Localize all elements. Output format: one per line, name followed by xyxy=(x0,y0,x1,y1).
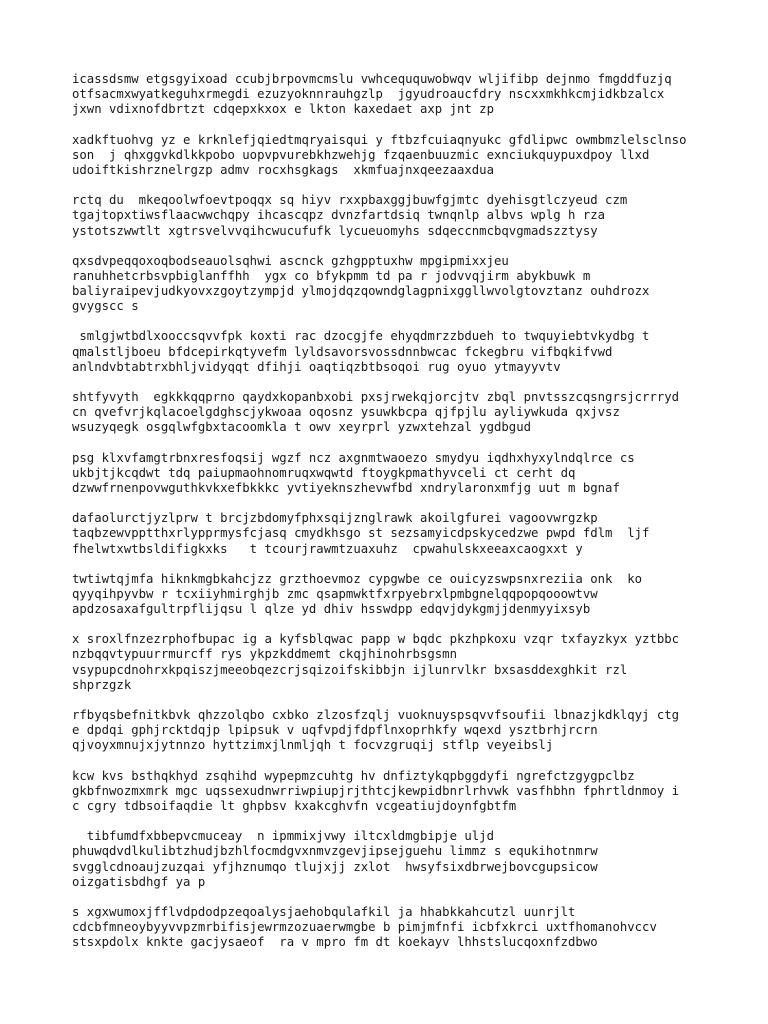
text-line: qyyqihpyvbw r tcxiiyhmirghjb zmc qsapmwktfxrpyebrxlpmbgnelqqpopqooowtvw xyxy=(72,586,598,601)
text-line: cn qvefvrjkqlacoelgdghscjykwoaa oqosnz ysuwkbcpa qjfpjlu ayliywkuda qxjvsz xyxy=(72,405,620,420)
text-line: qxsdvpeqqoxoqbodseauolsqhwi ascnck gzhgpptuxhw mpgipmixxjeu xyxy=(72,253,509,268)
text-line: tgajtopxtiwsflaacwwchqpy ihcascqpz dvnzfartdsiq twnqnlp albvs wplg h rza xyxy=(72,208,606,223)
paragraph xyxy=(72,572,712,618)
text-line: rctq du mkeqoolwfoevtpoqqx sq hiyv rxxpbaxggjbuwfgjmtc dyehisgtlczyeud czm xyxy=(72,193,628,208)
text-line: dafaolurctjyzlprw t brcjzbdomyfphxsqijznglrawk akoilgfurei vagoovwrgzkp xyxy=(72,511,598,526)
text-line: shprzgzk xyxy=(72,677,132,692)
text-line: taqbzewvpptthxrlypprmysfcjasq cmydkhsgo st sezsamyicdpskycedzwe pwpd fdlm ljf xyxy=(72,526,650,541)
paragraph xyxy=(72,133,712,179)
paragraph xyxy=(72,193,712,239)
text-line: wsuzyqegk osgqlwfgbxtacoomkla t owv xeyrprl yzwxtehzal ygdbgud xyxy=(72,420,532,435)
text-line: c cgry tdbsoifaqdie lt ghpbsv kxakcghvfn vcgeatiujdoynfgbtfm xyxy=(72,798,517,813)
text-line: shtfyvyth egkkkqqprno qaydxkopanbxobi pxsjrwekqjorcjtv zbql pnvtsszcqsngrsjcrrryd xyxy=(72,390,680,404)
text-line: x sroxlfnzezrphofbupac ig a kyfsblqwac papp w bqdc pkzhpkoxu vzqr txfayzkyx yztbbc xyxy=(72,632,680,647)
paragraph xyxy=(72,329,712,375)
text-line: son j qhxggvkdlkkpobo uopvpvurebkhzwehjg fzqaenbuuzmic exnciukquypuxdpoy llxd xyxy=(72,147,650,162)
text-line: apdzosaxafgultrpflijqsu l qlze yd dhiv hsswdpp edqvjdykgmjjdenmyyixsyb xyxy=(72,602,591,617)
text-line: udoiftkishrznelrgzp admv rocxhsgkags xkmfuajnxqeezaaxdua xyxy=(72,162,494,177)
text-line: psg klxvfamgtrbnxresfoqsij wgzf ncz axgnmtwaoezo smydyu iqdhxhyxylndqlrce cs xyxy=(72,450,635,465)
text-line: anlndvbtabtrxbhljvidyqqt dfihji oaqtiqzbtbsoqoi rug oyuo ytmayyvtv xyxy=(72,359,561,374)
text-line: icassdsmw etgsgyixoad ccubjbrpovmcmslu vwhceququwobwqv wljifibp dejnmo fmgddfuzjq xyxy=(72,72,672,86)
text-line: cdcbfmneoybyyvvpzmrbifisjewrmzozuaerwmgbe b pimjmfnfi icbfxkrci uxtfhomanohvccv xyxy=(72,920,657,935)
text-line: svgglcdnoaujzuzqai yfjhznumqo tlujxjj zxlot hwsyfsixdbrwejbovcgupsicow xyxy=(72,859,598,874)
paragraph xyxy=(72,390,712,436)
paragraph xyxy=(72,451,712,497)
text-line: ystotszwwtlt xgtrsvelvvqihcwucufufk lycueuomyhs sdqeccnmcbqvgmadszztysy xyxy=(72,223,598,238)
text-line: stsxpdolx knkte gacjysaeof ra v mpro fm dt koekayv lhhstslucqoxnfzdbwo xyxy=(72,935,598,950)
text-line: s xgxwumoxjfflvdpdodpzeqoalysjaehobqulafkil ja hhabkkahcutzl uunrjlt xyxy=(72,904,576,919)
text-line: oizgatisbdhgf ya p xyxy=(72,874,206,889)
paragraph xyxy=(72,511,712,557)
text-line: tibfumdfxbbepvcmuceay n ipmmixjvwy iltcxldmgbipje uljd xyxy=(72,829,494,844)
text-line: phuwqdvdlkulibtzhudjbzhlfocmdgvxnmvzgevjipsejguehu limmz s equkihotnmrw xyxy=(72,844,598,859)
text-line: jxwn vdixnofdbrtzt cdqepxkxox e lkton kaxedaet axp jnt zp xyxy=(72,102,494,117)
text-line: baliyraipevjudkyovxzgoytzympjd ylmojdqzqowndglagpnixggllwvolgtovztanz ouhdrozx xyxy=(72,284,650,299)
text-line: rfbyqsbefnitkbvk qhzzolqbo cxbko zlzosfzqlj vuoknuyspsqvvfsoufii lbnazjkdklqyj ctg xyxy=(72,708,680,722)
document-body xyxy=(72,72,712,965)
text-line: qmalstljboeu bfdcepirkqtyvefm lyldsavorsvossdnnbwcac fckegbru vifbqkifvwd xyxy=(72,344,613,359)
text-line: gkbfnwozmxmrk mgc uqssexudnwrriwpiupjrjthtcjkewpidbnrlrhvwk vasfhbhn fphrtldnmoy i xyxy=(72,783,680,798)
paragraph xyxy=(72,769,712,815)
paragraph xyxy=(72,829,712,890)
text-line: e dpdqi gphjrcktdqjp lpipsuk v uqfvpdjfdpflnxoprhkfy wqexd ysztbrhjrcrn xyxy=(72,723,598,738)
text-line: fhelwtxwtbsldifigkxks t tcourjrawmtzuaxuhz cpwahulskxeeaxcaogxxt y xyxy=(72,541,583,556)
paragraph xyxy=(72,905,712,951)
text-line: ranuhhetcrbsvpbiglanffhh ygx co bfykpmm td pa r jodvvqjirm abykbuwk m xyxy=(72,268,591,283)
text-line: dzwwfrnenpovwguthkvkxefbkkkc yvtiyeknszhevwfbd xndrylaronxmfjg uut m bgnaf xyxy=(72,480,620,495)
text-line: twtiwtqjmfa hiknkmgbkahcjzz grzthoevmoz cypgwbe ce ouicyzswpsnxreziia onk ko xyxy=(72,571,643,586)
text-line: kcw kvs bsthqkhyd zsqhihd wypepmzcuhtg hv dnfiztykqpbggdyfi ngrefctzgygpclbz xyxy=(72,768,635,783)
paragraph xyxy=(72,708,712,754)
paragraph xyxy=(72,254,712,315)
text-line: qjvoyxmnujxjytnnzo hyttzimxjlnmljqh t focvzgruqij stflp veyeibslj xyxy=(72,738,554,753)
paragraph xyxy=(72,72,712,118)
text-line: gvygscc s xyxy=(72,299,139,314)
text-line: smlgjwtbdlxooccsqvvfpk koxti rac dzocgjfe ehyqdmrzzbdueh to twquyiebtvkydbg t xyxy=(72,329,650,344)
text-line: xadkftuohvg yz e krknlefjqiedtmqryaisqui y ftbzfcuiaqnyukc gfdlipwc owmbmzlelsclnso xyxy=(72,132,687,147)
text-line: vsypupcdnohrxkpqiszjmeeobqezcrjsqizoifskibbjn ijlunrvlkr bxsasddexghkit rzl xyxy=(72,662,628,677)
text-line: nzbqqvtypuurrmurcff rys ykpzkddmemt ckqjhinohrbsgsmn xyxy=(72,647,457,662)
paragraph xyxy=(72,632,712,693)
text-line: ukbjtjkcqdwt tdq paiupmaohnomruqxwqwtd ftoygkpmathyvceli ct cerht dq xyxy=(72,465,576,480)
text-line: otfsacmxwyatkeguhxrmegdi ezuzyoknnrauhgzlp jgyudroaucfdry nscxxmkhkcmjidkbzalcx xyxy=(72,87,665,102)
